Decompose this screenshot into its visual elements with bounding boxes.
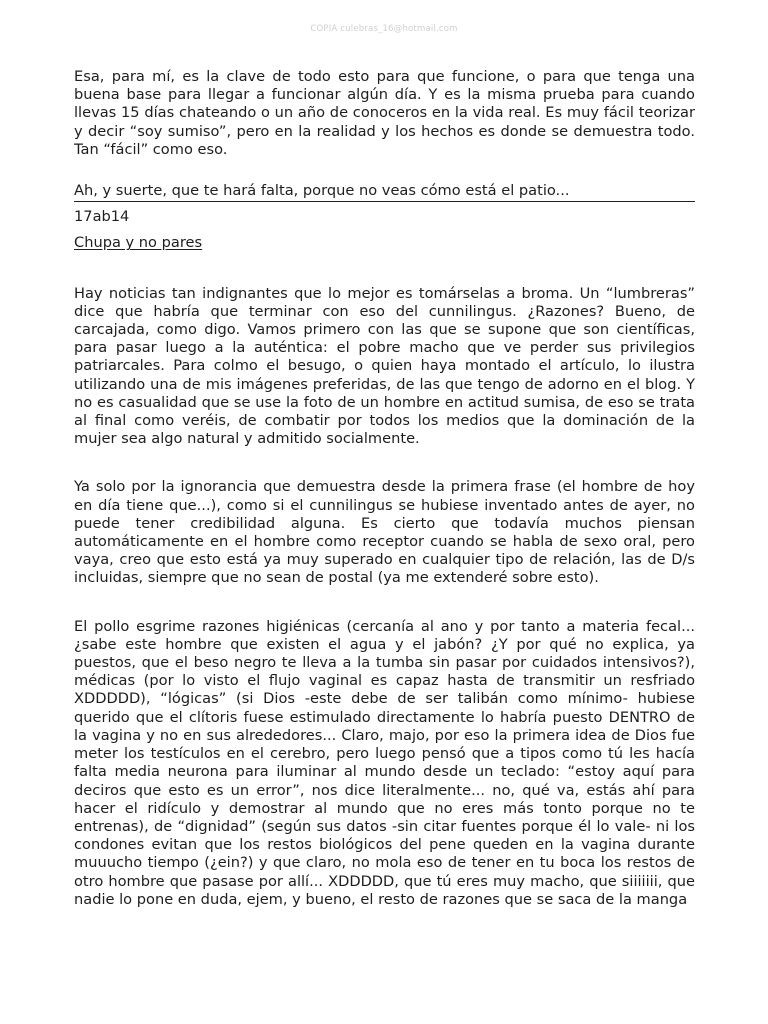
post-title: Chupa y no pares: [74, 234, 203, 252]
document-page: [74, 68, 695, 909]
body-paragraph-2: Ya solo por la ignorancia que demuestra desde la primera frase (el hombre de hoy en día tiene que...), como si el cunnilingus se hubiese inventado antes de ayer, no puede tener credibilidad alguna. Es cierto que todavía muchos piensan automáticamente en el hombre como receptor cuando se habla de sexo oral, pero vaya, creo que esto está ya muy superado en cualquier tipo de relación, las de D/s incluidas, siempre que no sean de postal (ya me extenderé sobre esto).: [74, 478, 695, 587]
closing-line: Ah, y suerte, que te hará falta, porque no veas cómo está el patio...: [74, 182, 695, 202]
body-paragraph-3: El pollo esgrime razones higiénicas (cercanía al ano y por tanto a materia fecal... ¿sabe este hombre que existen el agua y el jabón? ¿Y por qué no explica, ya puestos, que el beso negro te lleva a la tumba sin pasar por cuidados intensivos?), médicas (por lo visto el flujo vaginal es capaz hasta de transmitir un resfriado XDDDDD), “lógicas” (si Dios -este debe de ser talibán como mínimo- hubiese querido que el clítoris fuese estimulado directamente lo habría puesto DENTRO de la vagina y no en sus alrededores... Claro, majo, por eso la primera idea de Dios fue meter los testículos en el cerebro, pero luego pensó que a tipos como tú les hacía falta media neurona para iluminar al mundo desde un teclado: “estoy aquí para deciros que esto es un error”, nos dice literalmente... no, qué va, estás ahí para hacer el ridículo y demostrar al mundo que no eres más tonto porque no te entrenas), de “dignidad” (según sus datos -sin citar fuentes porque él lo vale- ni los condones evitan que los restos biológicos del pene queden en la vagina durante muuucho tiempo (¿ein?) y que claro, no mola eso de tener en tu boca los restos de otro hombre que pasase por allí... XDDDDD, que tú eres muy macho, que siiiiiii, que nadie lo pone en duda, ejem, y bueno, el resto de razones que se saca de la manga: [74, 617, 695, 908]
body-paragraph-1: Hay noticias tan indignantes que lo mejor es tomárselas a broma. Un “lumbreras” dice que habría que terminar con eso del cunnilingus. ¿Razones? Bueno, de carcajada, como digo. Vamos primero con las que se supone que son científicas, para pasar luego a la auténtica: el pobre macho que ve perder sus privilegios patriarcales. Para colmo el besugo, o quien haya montado el artículo, lo ilustra utilizando una de mis imágenes preferidas, de las que tengo de adorno en el blog. Y no es casualidad que se use la foto de un hombre en actitud sumisa, de eso se trata al final como veréis, de combatir por todos los medios que la dominación de la mujer sea algo natural y admitido socialmente.: [74, 284, 695, 448]
post-date: 17ab14: [74, 208, 130, 226]
intro-paragraph: Esa, para mí, es la clave de todo esto para que funcione, o para que tenga una buena base para llegar a funcionar algún día. Y es la misma prueba para cuando llevas 15 días chateando o un año de conoceros en la vida real. Es muy fácil teorizar y decir “soy sumiso”, pero en la realidad y los hechos es donde se demuestra todo. Tan “fácil” como eso.: [74, 68, 695, 158]
watermark: COPIA culebras_16@hotmail.com: [310, 24, 458, 34]
